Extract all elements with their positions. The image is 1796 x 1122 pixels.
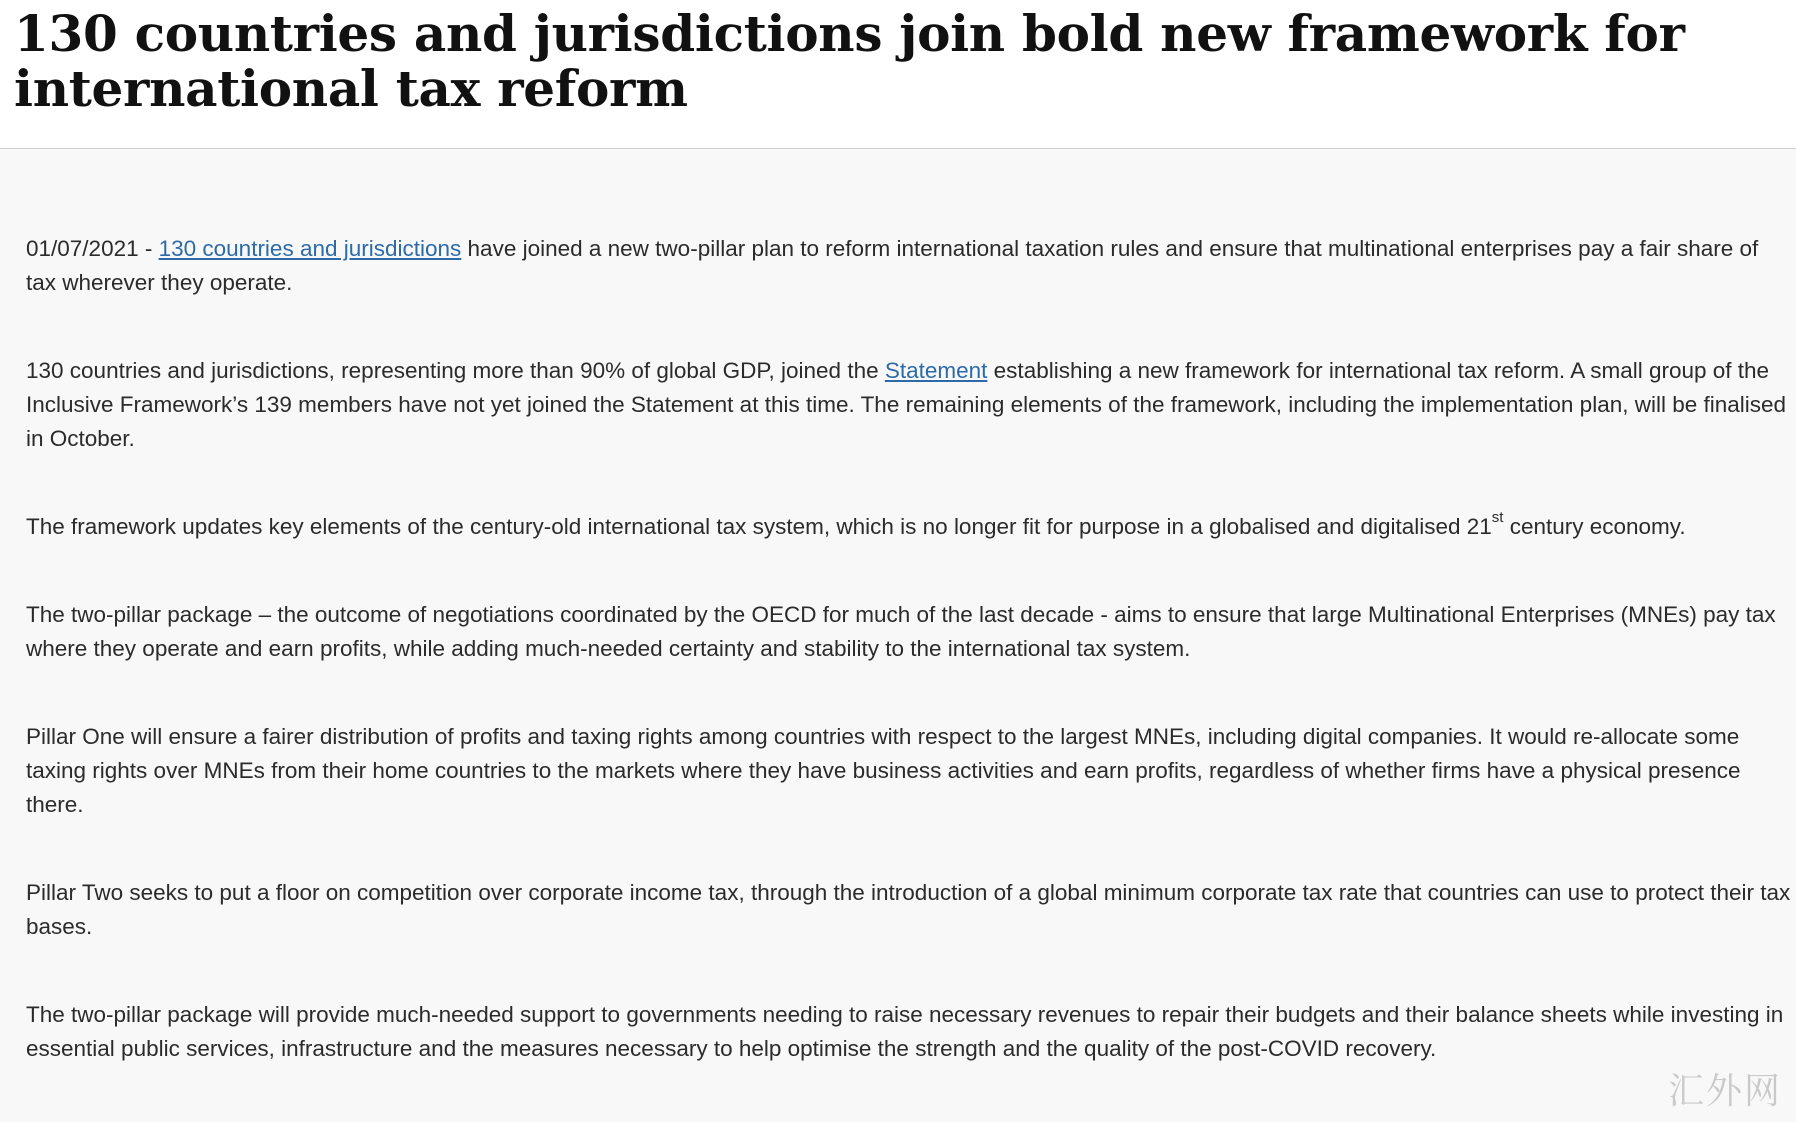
article-paragraph-pillar-one: Pillar One will ensure a fairer distribution of profits and taxing rights among countries with respect to the largest MNEs, including digital companies. It would re-allocate some taxing rights over MNEs from their home countries to the markets where they have business activities and earn profits, regardless of whether firms have a physical presence there. [26, 724, 1741, 817]
article-date: 01/07/2021 - [26, 236, 159, 261]
paragraph-text: The framework updates key elements of the century-old international tax system, which is no longer fit for purpose in a globalised and digitalised 21 [26, 514, 1492, 539]
page-header [0, 0, 1796, 149]
article-body [26, 232, 1791, 1120]
ordinal-superscript: st [1491, 508, 1504, 526]
article-paragraph-support: The two-pillar package will provide much-needed support to governments needing to raise necessary revenues to repair their budgets and their balance sheets while investing in essential public services, infrastructure and the measures necessary to help optimise the strength and the quality of the post-COVID recovery. [26, 1002, 1784, 1061]
article-paragraph-statement [26, 354, 1791, 456]
article-paragraph-framework [26, 510, 1791, 544]
statement-link[interactable]: Statement [884, 358, 988, 383]
article-paragraph-intro [26, 232, 1791, 300]
paragraph-text: have joined a new two-pillar plan to reform international taxation rules and ensure that multinational enterprises pay a fair share of tax wherever they operate. [26, 236, 1759, 295]
paragraph-text: 130 countries and jurisdictions, representing more than 90% of global GDP, joined the [26, 358, 885, 383]
paragraph-text: establishing a new framework for international tax reform. A small group of the Inclusive Framework’s 139 members have not yet joined the Statement at this time. The remaining elements of the framework, including the implementation plan, will be finalised in October. [26, 358, 1787, 451]
article-paragraph-pillar-two: Pillar Two seeks to put a floor on competition over corporate income tax, through the introduction of a global minimum corporate tax rate that countries can use to protect their tax bases. [26, 880, 1791, 939]
site-watermark: 汇外网 [1667, 1071, 1782, 1112]
page-title: 130 countries and jurisdictions join bold new framework for international tax reform [14, 4, 1685, 118]
countries-jurisdictions-link[interactable]: 130 countries and jurisdictions [158, 236, 462, 261]
article-paragraph-two-pillar: The two-pillar package – the outcome of negotiations coordinated by the OECD for much of the last decade - aims to ensure that large Multinational Enterprises (MNEs) pay tax where they operate and earn profits, while adding much-needed certainty and stability to the international tax system. [26, 602, 1776, 661]
paragraph-text: century economy. [1503, 514, 1686, 539]
